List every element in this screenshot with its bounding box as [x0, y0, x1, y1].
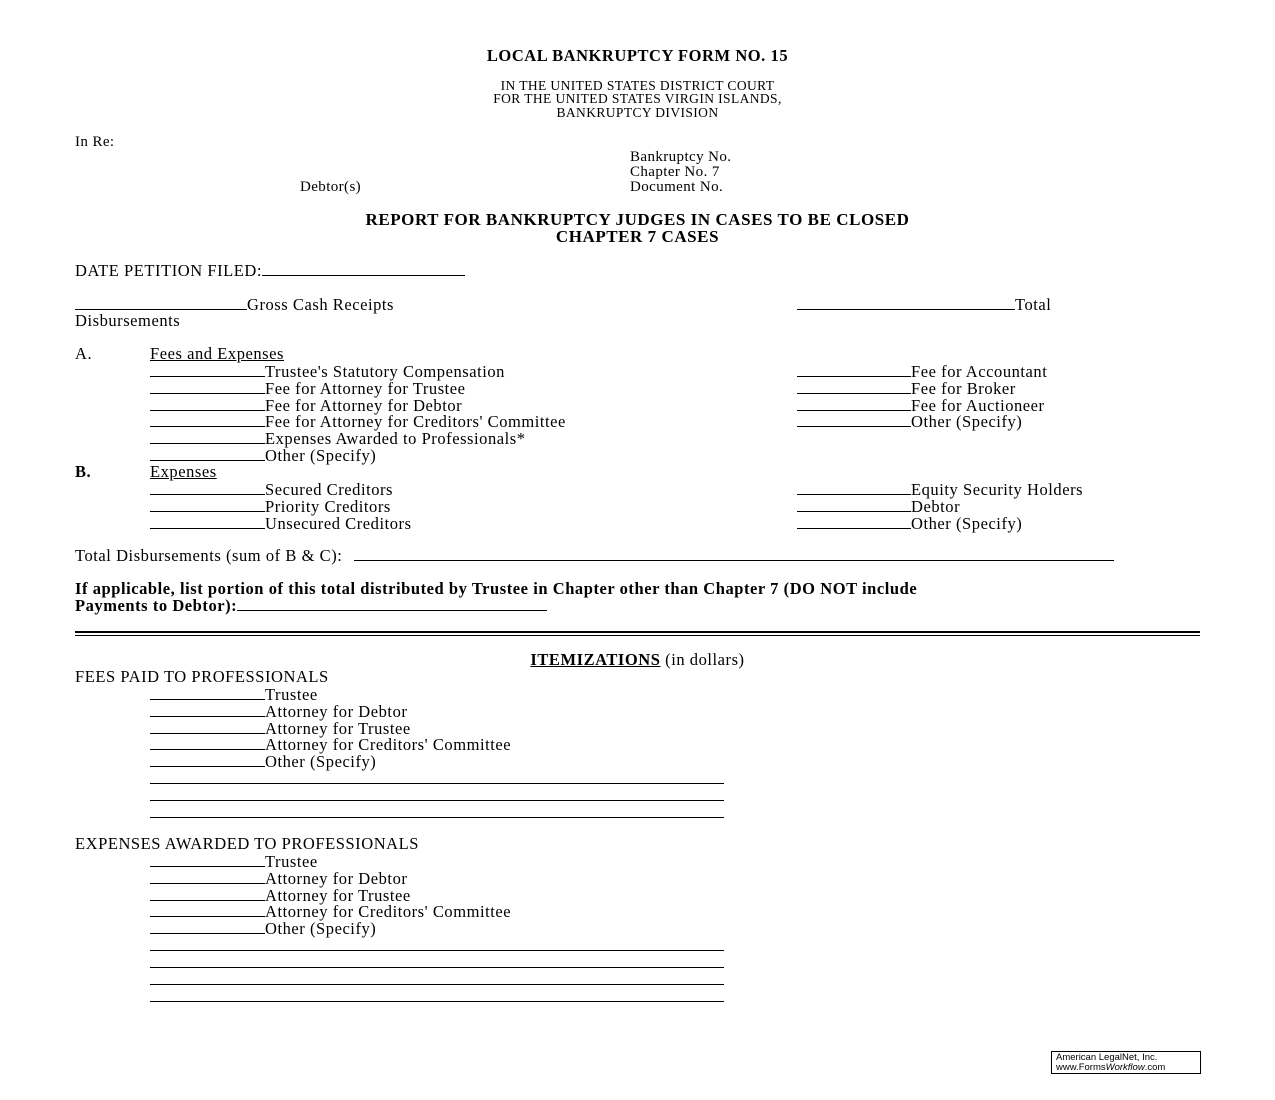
amount-field[interactable] — [797, 497, 911, 512]
total-disbursements-top-field[interactable] — [797, 295, 1015, 310]
report-title-line-2: CHAPTER 7 CASES — [555, 227, 720, 246]
specify-line-field[interactable] — [150, 987, 724, 1002]
specify-line — [150, 987, 724, 1006]
report-title-line-1: REPORT FOR BANKRUPTCY JUDGES IN CASES TO BE CLOSED — [365, 210, 910, 229]
amount-field[interactable] — [150, 886, 265, 901]
divider — [75, 631, 1200, 633]
line-item-label: Trustee — [265, 685, 318, 704]
specify-line-field[interactable] — [150, 970, 724, 985]
amount-field[interactable] — [150, 514, 265, 529]
line-item-label: Attorney for Debtor — [265, 868, 408, 888]
line-item-label: Fee for Attorney for Creditors' Committee — [265, 412, 566, 432]
payments-field[interactable] — [237, 596, 547, 611]
in-re-label: In Re: — [75, 134, 115, 150]
amount-field[interactable] — [150, 480, 265, 495]
logo-line-2c: .com — [1144, 1062, 1166, 1073]
american-legalnet-logo — [1051, 1051, 1201, 1074]
applicable-note-line-1: If applicable, list portion of this total distributed by Trustee in Chapter other than Chapter 7 (DO NOT include — [75, 579, 918, 598]
debtor-label: Debtor(s) — [300, 179, 362, 195]
line-item-label: Fee for Auctioneer — [911, 395, 1045, 415]
amount-field[interactable] — [150, 702, 265, 717]
amount-field[interactable] — [150, 379, 265, 394]
line-item-label: Other (Specify) — [265, 919, 377, 939]
section-b-title: Expenses — [150, 462, 217, 481]
amount-field[interactable] — [797, 379, 911, 394]
amount-field[interactable] — [150, 919, 265, 934]
logo-line-2b: Workflow — [1105, 1062, 1145, 1073]
bankruptcy-no-label: Bankruptcy No. — [630, 149, 732, 165]
amount-field[interactable] — [150, 362, 265, 377]
amount-field[interactable] — [797, 514, 911, 529]
amount-field[interactable] — [150, 412, 265, 427]
line-item-label: Fee for Broker — [911, 378, 1016, 398]
gross-cash-label: Gross Cash Receipts — [247, 295, 395, 314]
specify-line-field[interactable] — [150, 769, 724, 784]
line-item-label: Trustee — [265, 852, 318, 871]
amount-field[interactable] — [150, 719, 265, 734]
total-disbursements-field[interactable] — [354, 546, 1114, 561]
specify-line-field[interactable] — [150, 786, 724, 801]
divider — [75, 635, 1200, 636]
specify-line — [150, 803, 724, 822]
line-item-label: Expenses Awarded to Professionals* — [265, 429, 526, 449]
line-item-label: Trustee's Statutory Compensation — [265, 362, 505, 381]
logo-line-1: American LegalNet, Inc. — [1056, 1052, 1158, 1063]
line-item-label: Fee for Accountant — [911, 362, 1048, 381]
form-line-item — [797, 412, 1022, 431]
total-label: Total — [1015, 295, 1052, 314]
court-line-3: BANKRUPTCY DIVISION — [556, 105, 719, 120]
specify-line-field[interactable] — [150, 936, 724, 951]
line-item-label: Other (Specify) — [911, 513, 1023, 533]
amount-field[interactable] — [150, 685, 265, 700]
amount-field[interactable] — [150, 396, 265, 411]
expenses-awarded-title: EXPENSES AWARDED TO PROFESSIONALS — [75, 834, 419, 853]
date-petition-field[interactable] — [262, 261, 465, 276]
form-line-item — [797, 514, 1022, 533]
form-title: LOCAL BANKRUPTCY FORM NO. 15 — [486, 46, 789, 65]
amount-field[interactable] — [150, 902, 265, 917]
total-disbursements-label: Total Disbursements (sum of B & C): — [75, 546, 343, 565]
itemizations-title: ITEMIZATIONS — [530, 650, 661, 669]
disbursements-label: Disbursements — [75, 311, 181, 330]
line-item-label: Other (Specify) — [265, 752, 377, 772]
amount-field[interactable] — [150, 869, 265, 884]
document-no-label: Document No. — [630, 179, 724, 195]
specify-line-field[interactable] — [150, 803, 724, 818]
form-line-item — [150, 514, 412, 533]
line-item-label: Attorney for Debtor — [265, 701, 408, 721]
line-item-label: Debtor — [911, 496, 961, 516]
logo-line-2a: www.Forms — [1056, 1062, 1106, 1073]
section-b-letter: B. — [75, 462, 92, 481]
line-item-label: Fee for Attorney for Debtor — [265, 395, 463, 415]
line-item-label: Priority Creditors — [265, 496, 391, 516]
amount-field[interactable] — [797, 480, 911, 495]
line-item-label: Attorney for Trustee — [265, 718, 411, 738]
amount-field[interactable] — [150, 429, 265, 444]
amount-field[interactable] — [150, 497, 265, 512]
amount-field[interactable] — [150, 735, 265, 750]
line-item-label: Other (Specify) — [911, 412, 1023, 432]
line-item-label: Other (Specify) — [265, 446, 377, 465]
amount-field[interactable] — [797, 412, 911, 427]
specify-line-field[interactable] — [150, 953, 724, 968]
amount-field[interactable] — [150, 852, 265, 867]
date-petition-label: DATE PETITION FILED: — [75, 261, 262, 280]
amount-field[interactable] — [150, 752, 265, 767]
amount-field[interactable] — [150, 446, 265, 461]
court-line-2: FOR THE UNITED STATES VIRGIN ISLANDS, — [493, 91, 782, 106]
line-item-label: Fee for Attorney for Trustee — [265, 378, 466, 398]
section-a-letter: A. — [75, 344, 93, 363]
line-item-label: Attorney for Creditors' Committee — [265, 902, 512, 922]
section-a-title: Fees and Expenses — [150, 344, 284, 363]
chapter-no-label: Chapter No. 7 — [630, 164, 720, 180]
gross-cash-field[interactable] — [75, 295, 247, 310]
amount-field[interactable] — [797, 362, 911, 377]
applicable-note-line-2: Payments to Debtor): — [75, 596, 238, 615]
court-line-1: IN THE UNITED STATES DISTRICT COURT — [500, 78, 775, 93]
line-item-label: Equity Security Holders — [911, 480, 1084, 499]
line-item-label: Attorney for Trustee — [265, 885, 411, 905]
line-item-label: Secured Creditors — [265, 480, 394, 499]
line-item-label: Attorney for Creditors' Committee — [265, 735, 512, 755]
line-item-label: Unsecured Creditors — [265, 513, 412, 533]
amount-field[interactable] — [797, 396, 911, 411]
fees-paid-title: FEES PAID TO PROFESSIONALS — [75, 667, 329, 686]
itemizations-suffix: (in dollars) — [660, 650, 745, 669]
